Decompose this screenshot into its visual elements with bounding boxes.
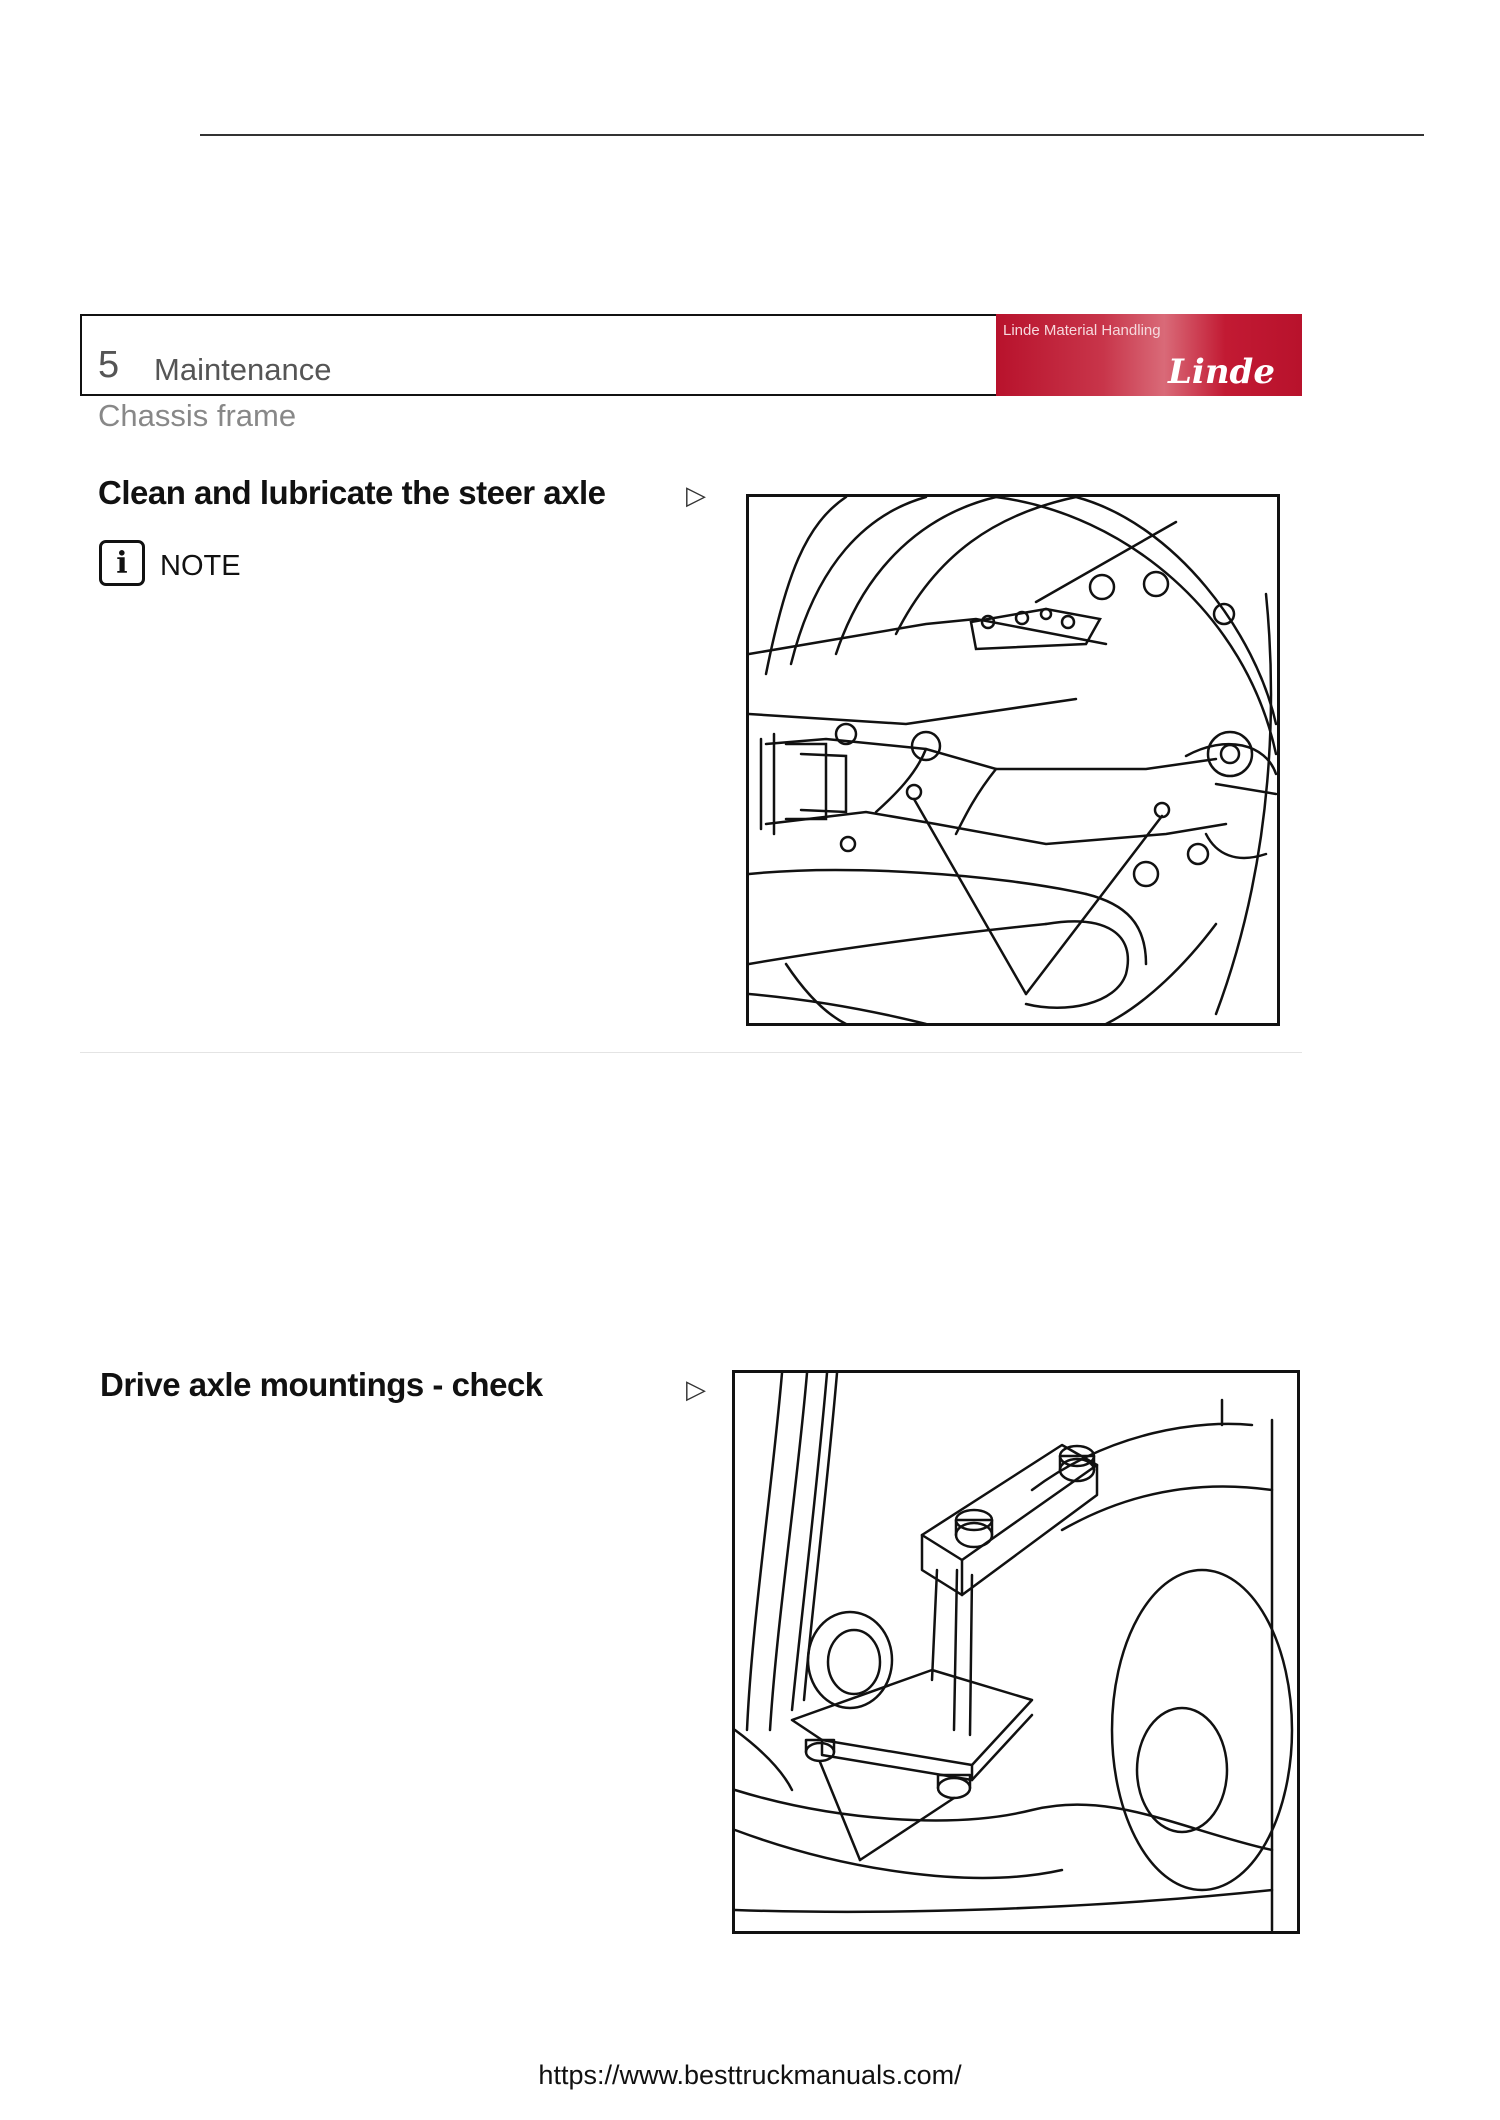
chapter-number: 5	[98, 344, 120, 386]
drive-axle-mounting-illustration	[732, 1370, 1300, 1934]
info-icon: i	[99, 540, 145, 586]
brand-logo: Linde	[1168, 352, 1275, 392]
note-label: NOTE	[160, 550, 241, 582]
section-heading-steer-axle: Clean and lubricate the steer axle	[98, 474, 606, 511]
footer-url[interactable]: https://www.besttruckmanuals.com/	[538, 2060, 962, 2090]
arrow-icon: ▷	[686, 1374, 706, 1404]
section-heading-drive-axle: Drive axle mountings - check	[100, 1366, 543, 1403]
section-divider	[80, 1052, 1302, 1053]
top-rule	[200, 134, 1424, 136]
steer-axle-illustration	[746, 494, 1280, 1026]
brand-caption: Linde Material Handling	[1003, 322, 1161, 339]
chapter-title: Maintenance	[154, 352, 332, 387]
arrow-icon: ▷	[686, 480, 706, 510]
section-label: Chassis frame	[98, 398, 297, 433]
